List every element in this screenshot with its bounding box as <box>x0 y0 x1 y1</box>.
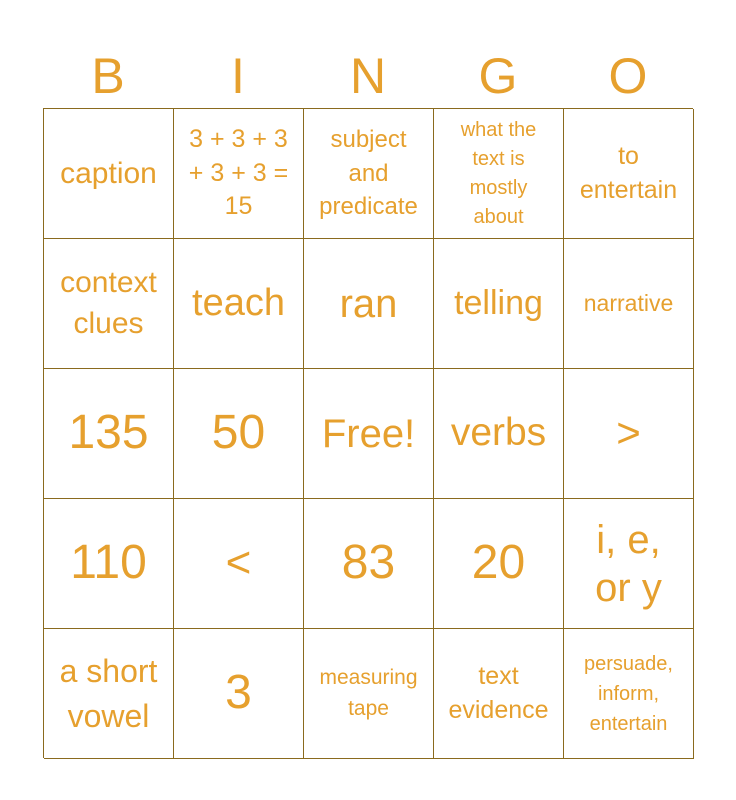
header-letter-b: B <box>91 48 125 104</box>
cell-text: a short vowel <box>59 652 158 734</box>
cell-text: telling <box>454 283 543 322</box>
bingo-cell <box>564 109 694 239</box>
cell-text: 50 <box>211 406 266 460</box>
cell-text: narrative <box>583 289 674 316</box>
cell-text: caption <box>60 157 157 190</box>
bingo-cell <box>564 369 694 499</box>
bingo-cell <box>434 109 564 239</box>
cell-text: ran <box>339 281 398 326</box>
bingo-cell <box>44 109 174 239</box>
bingo-cell <box>564 239 694 369</box>
cell-text: 20 <box>471 536 526 590</box>
bingo-cell <box>44 239 174 369</box>
bingo-cell <box>304 499 434 629</box>
bingo-header <box>43 44 693 108</box>
bingo-cell <box>304 629 434 759</box>
cell-text: i, e, or y <box>595 517 662 610</box>
bingo-cell <box>44 629 174 759</box>
bingo-cell <box>304 109 434 239</box>
bingo-cell <box>564 629 694 759</box>
header-letter-i: I <box>231 48 245 104</box>
bingo-cell <box>434 629 564 759</box>
bingo-cell <box>174 109 304 239</box>
cell-text: > <box>616 409 641 457</box>
bingo-cell <box>174 369 304 499</box>
bingo-cell <box>564 499 694 629</box>
bingo-cell <box>44 499 174 629</box>
cell-text: 83 <box>341 536 396 590</box>
cell-text: 3 <box>225 666 252 720</box>
cell-text: what the text is mostly about <box>460 118 537 228</box>
bingo-cell <box>434 499 564 629</box>
bingo-cell <box>174 499 304 629</box>
cell-text: subject and predicate <box>319 126 418 221</box>
cell-text: teach <box>192 281 285 324</box>
cell-text: 135 <box>68 406 149 460</box>
free-space-cell <box>304 369 434 499</box>
bingo-cell <box>44 369 174 499</box>
bingo-cell <box>174 239 304 369</box>
cell-text: verbs <box>450 411 547 455</box>
cell-text: 3 + 3 + 3 + 3 + 3 = 15 <box>188 124 289 221</box>
header-letter-o: O <box>608 48 648 104</box>
cell-text: measuring tape <box>319 666 418 720</box>
cell-text: 110 <box>70 536 147 590</box>
cell-text: context clues <box>60 266 157 340</box>
bingo-board <box>43 108 693 758</box>
cell-text: text evidence <box>448 661 549 724</box>
header-letter-g: G <box>478 48 518 104</box>
cell-text: to entertain <box>579 141 678 204</box>
bingo-cell <box>434 239 564 369</box>
bingo-cell <box>434 369 564 499</box>
cell-text: persuade, inform, entertain <box>584 652 673 735</box>
cell-text: < <box>225 538 252 588</box>
bingo-cell <box>174 629 304 759</box>
bingo-cell <box>304 239 434 369</box>
header-letter-n: N <box>349 48 387 104</box>
free-space-text: Free! <box>321 411 416 456</box>
